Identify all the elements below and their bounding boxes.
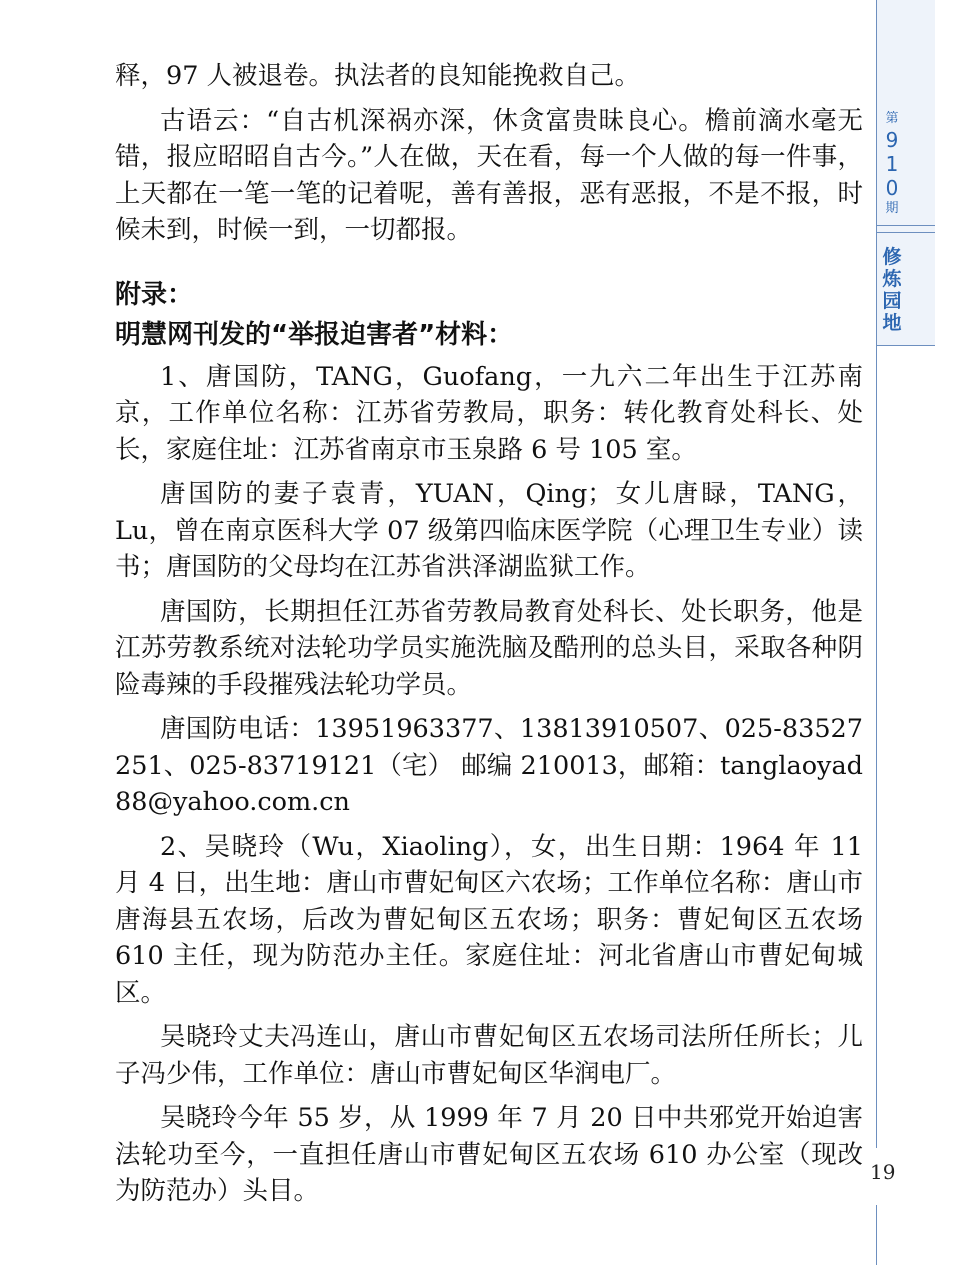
issue-prefix: 第 — [885, 111, 899, 126]
entry-paragraph: 唐国防，长期担任江苏省劳教局教育处科长、处长职务，他是江苏劳教系统对法轮功学员实施洗脑及酷刑的总头目，采取各种阴险毒辣的手段摧残法轮功学员。 — [115, 596, 863, 700]
sidebar-rule — [877, 232, 935, 233]
issue-digit: 1 — [885, 152, 899, 176]
material-heading: 明慧网刊发的“举报迫害者”材料： — [115, 319, 514, 350]
sidebar-rule — [877, 225, 935, 226]
page-number: 19 — [870, 1160, 896, 1184]
issue-digit: 0 — [885, 176, 899, 200]
appendix-heading: 附录： — [115, 279, 194, 310]
section-label — [877, 246, 907, 334]
entry-paragraph: 吴晓玲丈夫冯连山，唐山市曹妃甸区五农场司法所任所长；儿子冯少伟，工作单位：唐山市曹妃甸区华润电厂。 — [115, 1022, 863, 1089]
article-body — [115, 58, 863, 1218]
issue-number — [877, 110, 907, 218]
section-char: 地 — [882, 312, 902, 334]
sidebar-divider-bottom — [876, 1205, 877, 1265]
sidebar-rule — [877, 345, 935, 346]
paragraph: 释，97 人被退卷。执法者的良知能挽救自己。 — [115, 61, 641, 91]
entry-paragraph: 1、唐国防，TANG，Guofang，一九六二年出生于江苏南京，工作单位名称：江苏省劳教局，职务：转化教育处科长、处长，家庭住址：江苏省南京市玉泉路 6 号 105 室。 — [115, 361, 863, 465]
entry-paragraph: 唐国防的妻子袁青，YUAN，Qing；女儿唐睩，TANG，Lu，曾在南京医科大学 07 级第四临床医学院（心理卫生专业）读书；唐国防的父母均在江苏省洪泽湖监狱工作。 — [115, 479, 863, 582]
issue-suffix: 期 — [885, 201, 899, 216]
entry-paragraph: 2、吴晓玲（Wu，Xiaoling），女，出生日期：1964 年 11 月 4 日，出生地：唐山市曹妃甸区六农场；工作单位名称：唐山市唐海县五农场，后改为曹妃甸区五农场；职务：曹妃甸区五农场 610 主任，现为防范办主任。家庭住址：河北省唐山市曹妃甸城区。 — [115, 831, 863, 1008]
section-char: 修 — [882, 246, 902, 268]
issue-digit: 9 — [885, 128, 899, 152]
entry-paragraph: 吴晓玲今年 55 岁，从 1999 年 7 月 20 日中共邪党开始迫害法轮功至今，一直担任唐山市曹妃甸区五农场 610 办公室（现改为防范办）头目。 — [115, 1103, 863, 1206]
paragraph: 古语云：“自古机深祸亦深，休贪富贵昧良心。檐前滴水毫无错，报应昭昭自古今。”人在做，天在看，每一个人做的每一件事，上天都在一笔一笔的记着呢，善有善报，恶有恶报，不是不报，时候未到，时候一到，一切都报。 — [115, 105, 863, 245]
entry-paragraph: 唐国防电话：13951963377、13813910507、025-83527251、025-83719121（宅） 邮编 210013，邮箱：tanglaoyad88@yahoo.com.cn — [115, 714, 863, 817]
section-char: 园 — [882, 290, 902, 312]
section-char: 炼 — [882, 268, 902, 290]
